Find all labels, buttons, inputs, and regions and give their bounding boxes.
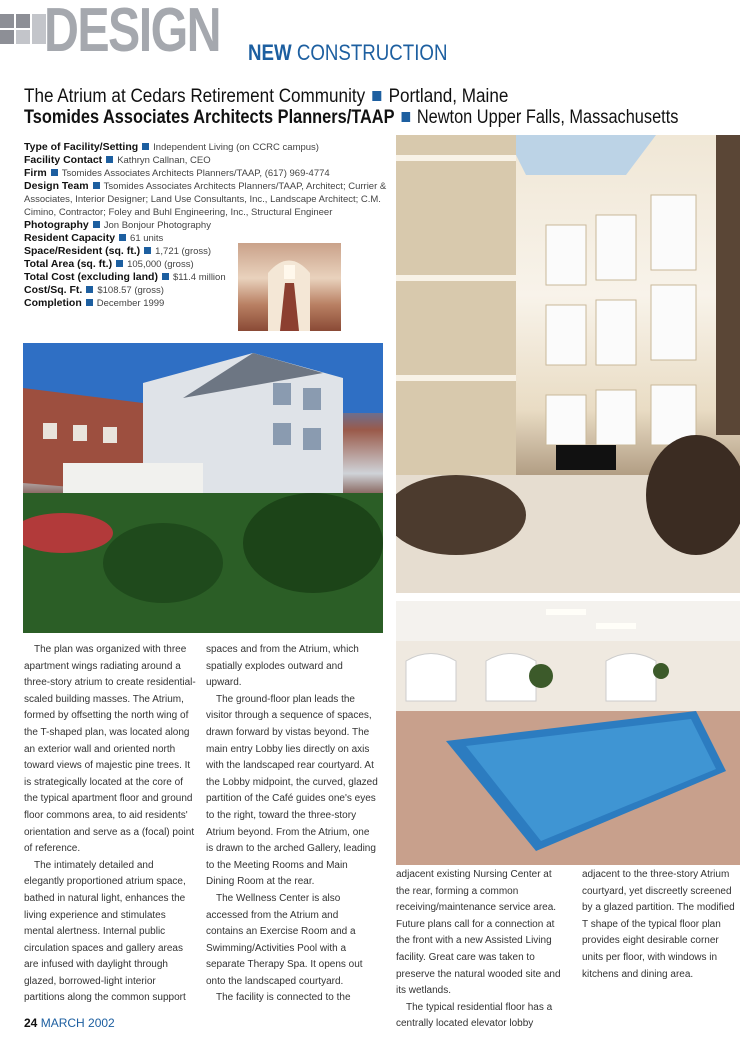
paragraph: The Wellness Center is also accessed from the Atrium and contains an Exercise Room and a Swimming/Activities Pool with a separate Therapy Spa. It opens out onto the landscaped courtyard. xyxy=(206,892,363,987)
fact-label: Design Team xyxy=(24,180,89,192)
bullet-square-icon xyxy=(144,247,151,254)
atrium-photo xyxy=(396,135,740,593)
fact-label: Resident Capacity xyxy=(24,232,116,244)
firm-name: Tsomides Associates Architects Planners/TAAP xyxy=(24,107,395,128)
fact-label: Type of Facility/Setting xyxy=(24,141,139,153)
bullet-square-icon xyxy=(162,273,169,280)
paragraph: adjacent existing Nursing Center at the rear, forming a common receiving/maintenance service area. Future plans call for a connection at the front with a new Assisted Living facility. Great care was taken to preserve the natural wooded site and its wetlands. xyxy=(396,869,561,997)
page-number: 24 xyxy=(24,1016,38,1030)
firm-location: Newton Upper Falls, Massachusetts xyxy=(416,107,679,128)
fact-row xyxy=(24,167,394,180)
bullet-square-icon xyxy=(93,182,100,189)
subsection-bold: NEW xyxy=(248,40,292,65)
fact-label: Space/Resident (sq. ft.) xyxy=(24,245,141,257)
fact-label: Completion xyxy=(24,297,82,309)
page-folio xyxy=(24,1016,115,1030)
bullet-square-icon xyxy=(86,299,93,306)
fact-value: Independent Living (on CCRC campus) xyxy=(153,142,319,153)
fact-value: December 1999 xyxy=(96,298,165,309)
body-column-4 xyxy=(582,867,740,983)
exterior-building-graphic xyxy=(23,343,383,633)
subsection-heading xyxy=(248,40,447,66)
issue-date: MARCH 2002 xyxy=(40,1016,115,1030)
bullet-square-icon xyxy=(116,260,123,267)
bullet-square-icon xyxy=(86,286,93,293)
corridor-arch-graphic xyxy=(238,243,341,331)
fact-label: Cost/Sq. Ft. xyxy=(24,284,83,296)
fact-row xyxy=(24,219,394,232)
bullet-square-icon xyxy=(119,234,126,241)
subsection-text: CONSTRUCTION xyxy=(296,40,448,65)
paragraph: The facility is connected to the xyxy=(216,992,351,1004)
fact-value: 105,000 (gross) xyxy=(127,259,194,270)
bullet-square-icon xyxy=(93,221,100,228)
fact-value: Jon Bonjour Photography xyxy=(103,220,211,231)
firm-title xyxy=(24,107,678,129)
project-title xyxy=(24,86,508,108)
fact-value: 1,721 (gross) xyxy=(155,246,212,257)
paragraph: The ground-floor plan leads the visitor through a sequence of spaces, drawn forward by vistas beyond. The main entry Lobby lies directly on axis with the landscaped rear courtyard. At the Lobby midpoint, the curved, glazed partition of the Café guides one's eyes to the right, toward the three-story Atrium beyond. From the Atrium, one is drawn to the arched Gallery, leading to the Meeting Rooms and Main Dining Room at the rear. xyxy=(206,693,378,888)
corridor-photo xyxy=(238,243,341,331)
fact-value: Kathryn Callnan, CEO xyxy=(117,155,211,166)
fact-value: 61 units xyxy=(130,233,164,244)
body-column-2 xyxy=(206,642,378,1007)
pool-photo xyxy=(396,601,740,865)
bullet-square-icon xyxy=(401,112,410,122)
fact-row xyxy=(24,154,394,167)
fact-value: $108.57 (gross) xyxy=(97,285,164,296)
paragraph: The intimately detailed and elegantly proportioned atrium space, bathed in natural light, enhances the living experience and stimulates mental alertness. Internal public circulation spaces and gallery areas are infused with daylight through glazed, borrowed-light interior partitions along the common support xyxy=(24,859,186,1004)
section-heading: DESIGN xyxy=(44,0,221,65)
fact-row xyxy=(24,180,394,219)
bullet-square-icon xyxy=(51,169,58,176)
fact-value: $11.4 million xyxy=(172,272,226,283)
project-location: Portland, Maine xyxy=(388,86,509,107)
paragraph: The plan was organized with three apartment wings radiating around a three-story atrium to create residential-scaled building masses. The Atrium, formed by offsetting the north wing of the T-shaped plan, was located along an exterior wall and oriented north toward views of majestic pine trees. It is strategically located at the core of the typical apartment floor and ground floor commons area, to aid residents' orientation and serve as a (focal) point of reference. xyxy=(24,644,196,855)
body-column-1 xyxy=(24,642,196,1007)
pool-interior-graphic xyxy=(396,601,740,865)
body-column-3 xyxy=(396,867,564,1033)
fact-label: Photography xyxy=(24,219,89,231)
paragraph: The typical residential floor has a centrally located elevator lobby xyxy=(396,1001,553,1030)
fact-label: Total Area (sq. ft.) xyxy=(24,258,113,270)
bullet-square-icon xyxy=(372,91,381,101)
fact-value: Tsomides Associates Architects Planners/TAAP, (617) 969-4774 xyxy=(61,168,330,179)
project-name: The Atrium at Cedars Retirement Community xyxy=(24,86,366,107)
fact-value: Tsomides Associates Architects Planners/TAAP, Architect; Currier & Associates, Interior Designer; Land Use Consultants, Inc., Landscape Architect; C.M. Cimino, Contractor; Foley and Buhl Engineering, Inc., Structural Engineer xyxy=(24,181,387,218)
atrium-interior-graphic xyxy=(396,135,740,593)
paragraph: adjacent to the three-story Atrium courtyard, yet discreetly screened by a glazed partition. The modified T shape of the typical floor plan provides eight desirable corner units per floor, with windows in kitchens and dining area. xyxy=(582,869,735,980)
fact-label: Firm xyxy=(24,167,47,179)
bullet-square-icon xyxy=(142,143,149,150)
exterior-photo xyxy=(23,343,383,633)
bullet-square-icon xyxy=(106,156,113,163)
paragraph: spaces and from the Atrium, which spatially explodes outward and upward. xyxy=(206,644,359,689)
fact-label: Total Cost (excluding land) xyxy=(24,271,158,283)
fact-label: Facility Contact xyxy=(24,154,103,166)
fact-row xyxy=(24,141,394,154)
